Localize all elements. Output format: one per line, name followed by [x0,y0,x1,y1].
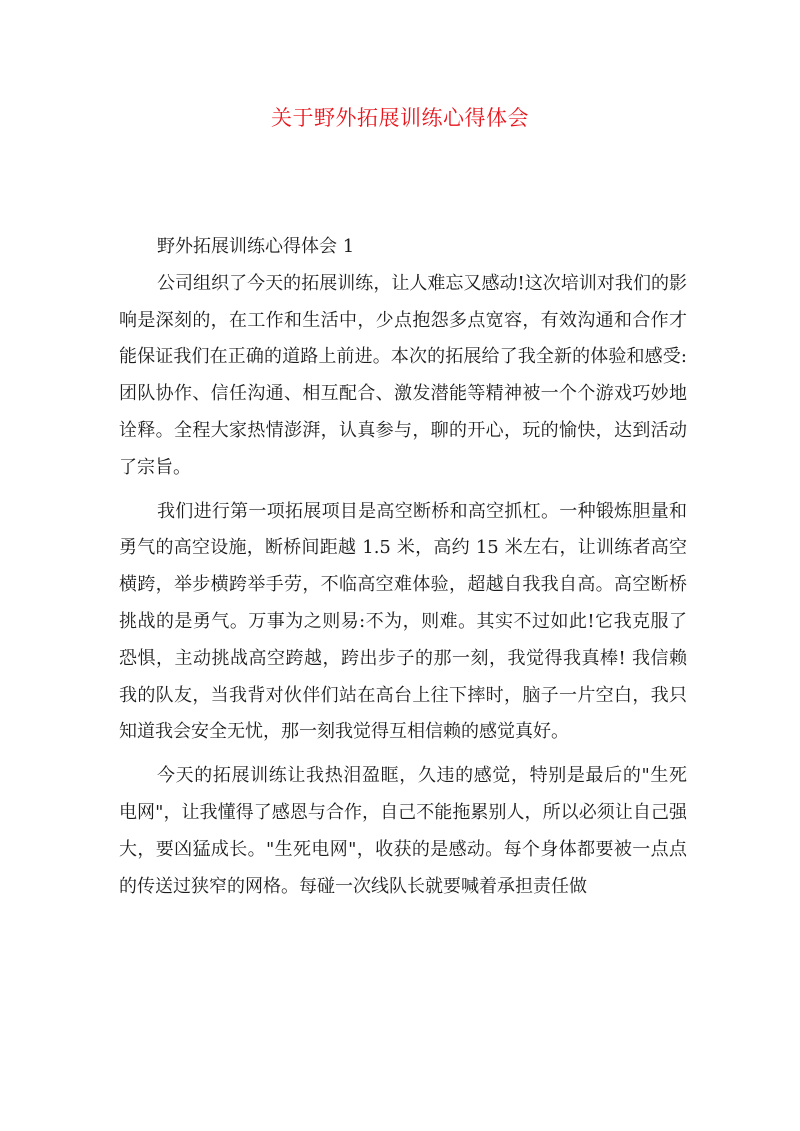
paragraph: 我们进行第一项拓展项目是高空断桥和高空抓杠。一种锻炼胆量和勇气的高空设施，断桥间距越 1.5 米，高约 15 米左右，让训练者高空横跨，举步横跨举手劳，不临高空难体验，超越自我我自高。高空断桥挑战的是勇气。万事为之则易:不为，则难。其实不过如此!它我克服了恐惧，主动挑战高空跨越，跨出步子的那一刻，我觉得我真棒! 我信赖我的队友，当我背对伙伴们站在高台上往下摔时，脑子一片空白，我只知道我会安全无忧，那一刻我觉得互相信赖的感觉真好。 [119,500,687,743]
paragraph: 今天的拓展训练让我热泪盈眶，久违的感觉，特别是最后的"生死电网"，让我懂得了感恩与合作，自己不能拖累别人，所以必须让自己强大，要凶猛成长。"生死电网"，收获的是感动。每个身体都要被一点点的传送过狭窄的网格。每碰一次线队长就要喊着承担责任做 [119,765,687,897]
document-body [119,229,687,905]
section-heading: 野外拓展训练心得体会 1 [157,236,355,257]
document-title: 关于野外拓展训练心得体会 [271,106,529,130]
paragraph: 公司组织了今天的拓展训练，让人难忘又感动!这次培训对我们的影响是深刻的，在工作和生活中，少点抱怨多点宽容，有效沟通和合作才能保证我们在正确的道路上前进。本次的拓展给了我全新的体验和感受: 团队协作、信任沟通、相互配合、激发潜能等精神被一个个游戏巧妙地诠释。全程大家热情澎湃，认真参与，聊的开心，玩的愉快，达到活动了宗旨。 [119,272,687,478]
